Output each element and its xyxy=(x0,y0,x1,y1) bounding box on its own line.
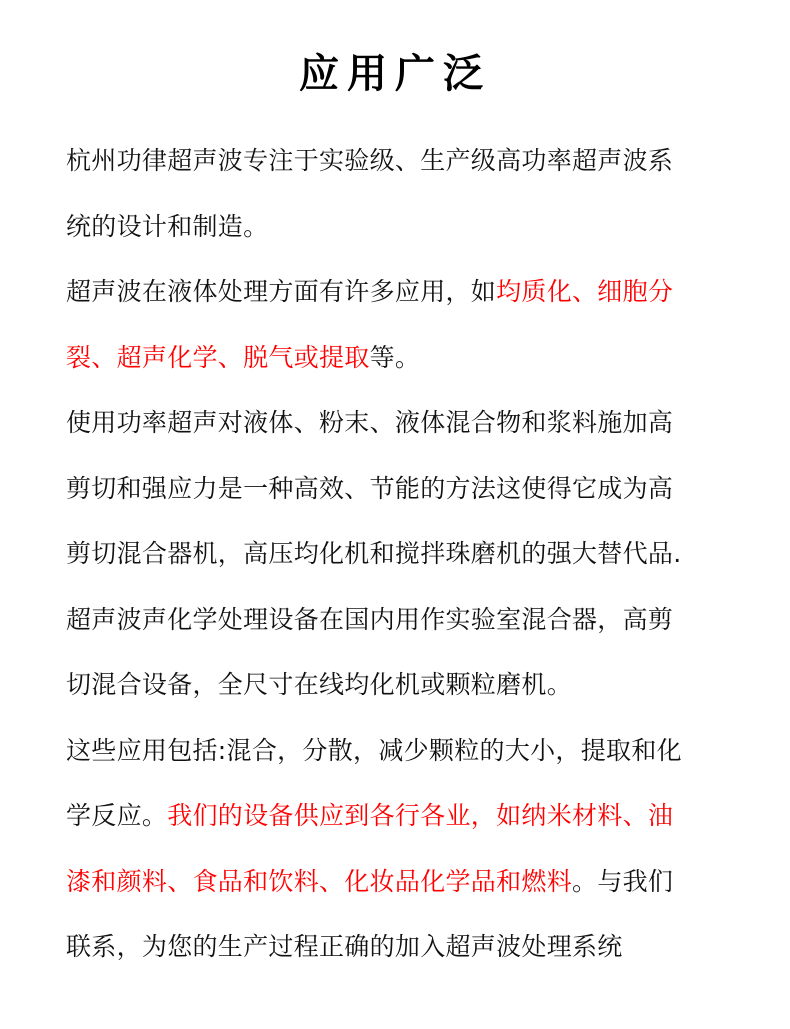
text-line xyxy=(66,128,746,194)
body-text: 剪切混合器机，高压均化机和搅拌珠磨机的强大替代品. xyxy=(66,539,682,568)
paragraph xyxy=(66,259,746,390)
text-line xyxy=(66,914,746,980)
highlighted-text: 我们的设备供应到各行各业，如纳米材料、油 xyxy=(167,801,674,830)
body-text: 统的设计和制造。 xyxy=(66,211,269,241)
article-body xyxy=(66,128,746,980)
text-line xyxy=(66,521,746,587)
text-line xyxy=(66,783,746,849)
text-line xyxy=(66,718,746,784)
body-text: 学反应。 xyxy=(66,801,168,830)
body-text: 切混合设备，全尺寸在线均化机或颗粒磨机。 xyxy=(66,670,573,699)
paragraph xyxy=(66,128,746,259)
text-line xyxy=(66,325,746,391)
body-text: 超声波声化学处理设备在国内用作实验室混合器，高剪 xyxy=(66,604,674,634)
text-line xyxy=(66,390,746,456)
text-line xyxy=(66,849,746,915)
paragraph xyxy=(66,587,746,718)
text-line xyxy=(66,456,746,522)
body-text: 这些应用包括:混合，分散，减少颗粒的大小，提取和化 xyxy=(66,735,682,765)
body-text: 使用功率超声对液体、粉末、液体混合物和浆料施加高 xyxy=(66,408,674,437)
highlighted-text: 均质化、细胞分 xyxy=(496,277,674,306)
highlighted-text: 裂、超声化学、脱气或提取 xyxy=(66,342,370,372)
text-line xyxy=(66,652,746,718)
body-text: 。与我们 xyxy=(572,866,674,896)
page-title: 应用广泛 xyxy=(299,50,491,97)
body-text: 剪切和强应力是一种高效、节能的方法这使得它成为高 xyxy=(66,473,674,503)
text-line xyxy=(66,194,746,260)
text-line xyxy=(66,587,746,653)
body-text: 等。 xyxy=(369,342,421,372)
paragraph xyxy=(66,390,746,587)
text-line xyxy=(66,259,746,325)
body-text: 联系，为您的生产过程正确的加入超声波处理系统 xyxy=(66,932,623,961)
highlighted-text: 漆和颜料、食品和饮料、化妆品化学品和燃料 xyxy=(66,866,573,896)
body-text: 杭州功律超声波专注于实验级、生产级高功率超声波系 xyxy=(66,146,674,175)
paragraph xyxy=(66,718,746,980)
body-text: 超声波在液体处理方面有许多应用，如 xyxy=(66,277,497,306)
